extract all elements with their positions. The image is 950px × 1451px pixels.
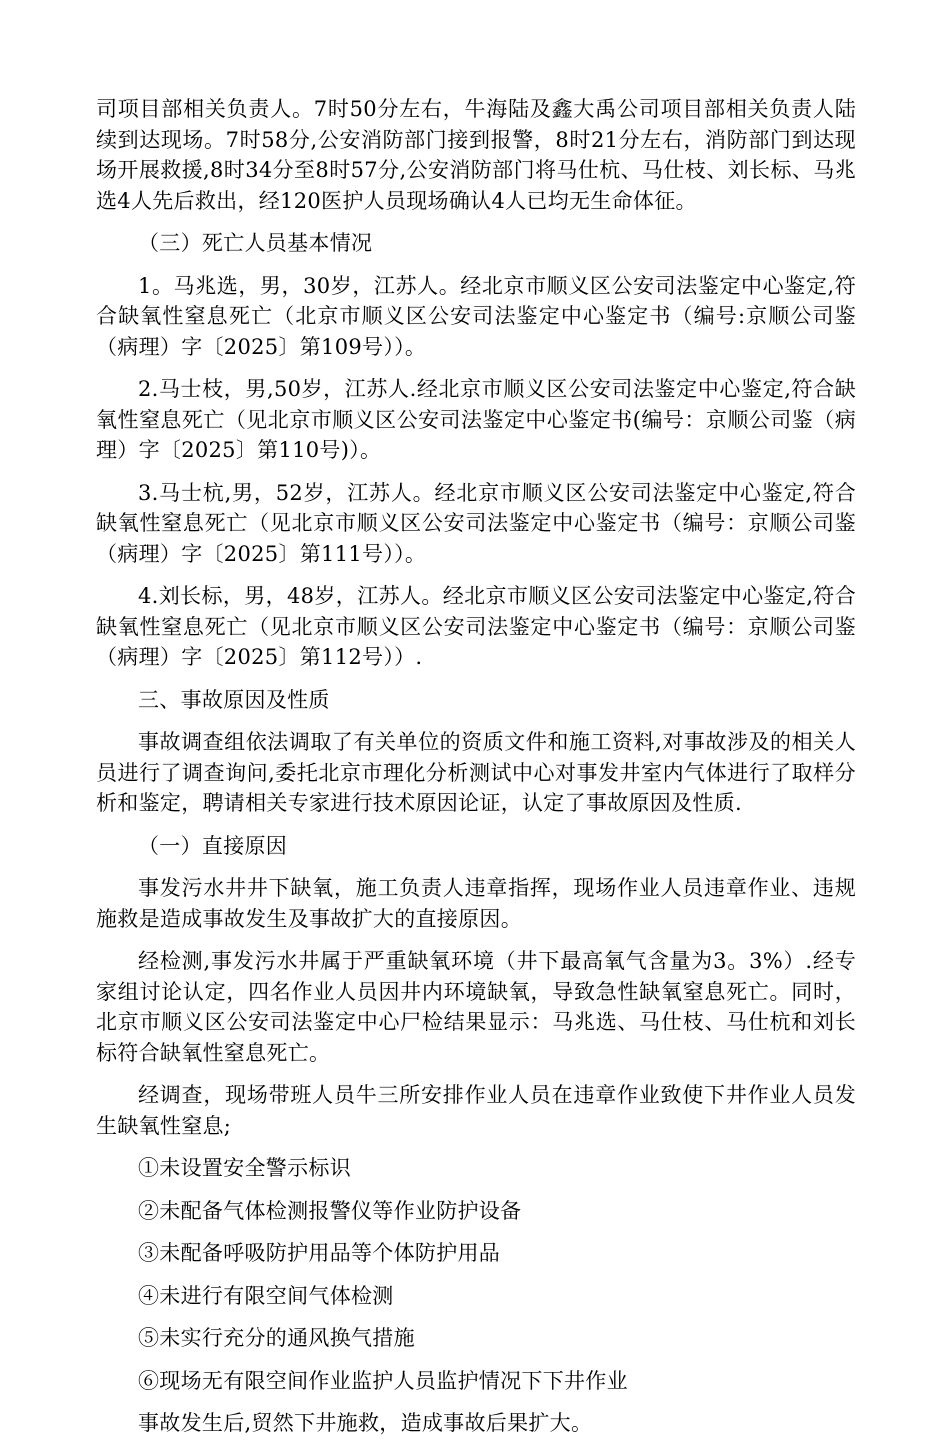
violation-item-6: ⑥现场无有限空间作业监护人员监护情况下下井作业 bbox=[138, 1368, 628, 1393]
incident-timeline-paragraph: 司项目部相关负责人。7时50分左右，牛海陆及鑫大禹公司项目部相关负责人陆续到达现场。7时58分,公安消防部门接到报警，8时21分左右，消防部门到达现场开展救援,8时34分至8时57分,公安消防部门将马仕杭、马仕枝、刘长标、马兆选4人先后救出，经120医护人员现场确认4人已均无生命体征。 bbox=[96, 97, 856, 213]
inspection-finding-paragraph: 经检测,事发污水井属于严重缺氧环境（井下最高氧气含量为3。3%）.经专家组讨论认定，四名作业人员因井内环境缺氧，导致急性缺氧窒息死亡。同时，北京市顺义区公安司法鉴定中心尸检结果显示：马兆选、马仕枝、马仕杭和刘长标符合缺氧性窒息死亡。 bbox=[96, 949, 856, 1065]
cause-intro-paragraph: 事故调查组依法调取了有关单位的资质文件和施工资料,对事故涉及的相关人员进行了调查询问,委托北京市理化分析测试中心对事发井室内气体进行了取样分析和鉴定，聘请相关专家进行技术原因论证，认定了事故原因及性质. bbox=[96, 730, 856, 815]
victim-paragraph-1: 1。马兆选，男，30岁，江苏人。经北京市顺义区公安司法鉴定中心鉴定,符合缺氧性窒息死亡（北京市顺义区公安司法鉴定中心鉴定书（编号:京顺公司鉴（病理）字〔2025〕第109号））。 bbox=[96, 273, 856, 359]
violation-item-2: ②未配备气体检测报警仪等作业防护设备 bbox=[138, 1198, 522, 1223]
document-page bbox=[96, 94, 856, 1451]
aftermath-paragraph: 事故发生后,贸然下井施救，造成事故后果扩大。 bbox=[138, 1411, 593, 1435]
victim-paragraph-2: 2.马士枝，男,50岁，江苏人.经北京市顺义区公安司法鉴定中心鉴定,符合缺氧性窒息死亡（见北京市顺义区公安司法鉴定中心鉴定书(编号：京顺公司鉴（病理）字〔2025〕第110号)）。 bbox=[96, 377, 856, 462]
violation-item-3: ③未配备呼吸防护用品等个体防护用品 bbox=[138, 1241, 501, 1265]
violation-item-5: ⑤未实行充分的通风换气措施 bbox=[138, 1326, 415, 1350]
victim-paragraph-4: 4.刘长标，男，48岁，江苏人。经北京市顺义区公安司法鉴定中心鉴定,符合缺氧性窒息死亡（见北京市顺义区公安司法鉴定中心鉴定书（编号：京顺公司鉴（病理）字〔2025〕第112号））. bbox=[96, 584, 856, 669]
violation-item-4: ④未进行有限空间气体检测 bbox=[138, 1283, 394, 1308]
violation-item-1: ①未设置安全警示标识 bbox=[138, 1156, 351, 1180]
section-heading-cause: 三、事故原因及性质 bbox=[138, 687, 330, 712]
victim-paragraph-3: 3.马士杭,男，52岁，江苏人。经北京市顺义区公安司法鉴定中心鉴定,符合缺氧性窒息死亡（见北京市顺义区公安司法鉴定中心鉴定书（编号：京顺公司鉴（病理）字〔2025〕第111号））。 bbox=[96, 480, 856, 566]
section-heading-deaths: （三）死亡人员基本情况 bbox=[138, 231, 373, 255]
direct-cause-paragraph: 事发污水井井下缺氧，施工负责人违章指挥，现场作业人员违章作业、违规施救是造成事故发生及事故扩大的直接原因。 bbox=[96, 876, 856, 931]
subsection-heading-direct-cause: （一）直接原因 bbox=[138, 833, 288, 858]
investigation-finding-paragraph: 经调查，现场带班人员牛三所安排作业人员在违章作业致使下井作业人员发生缺氧性窒息; bbox=[96, 1083, 856, 1138]
